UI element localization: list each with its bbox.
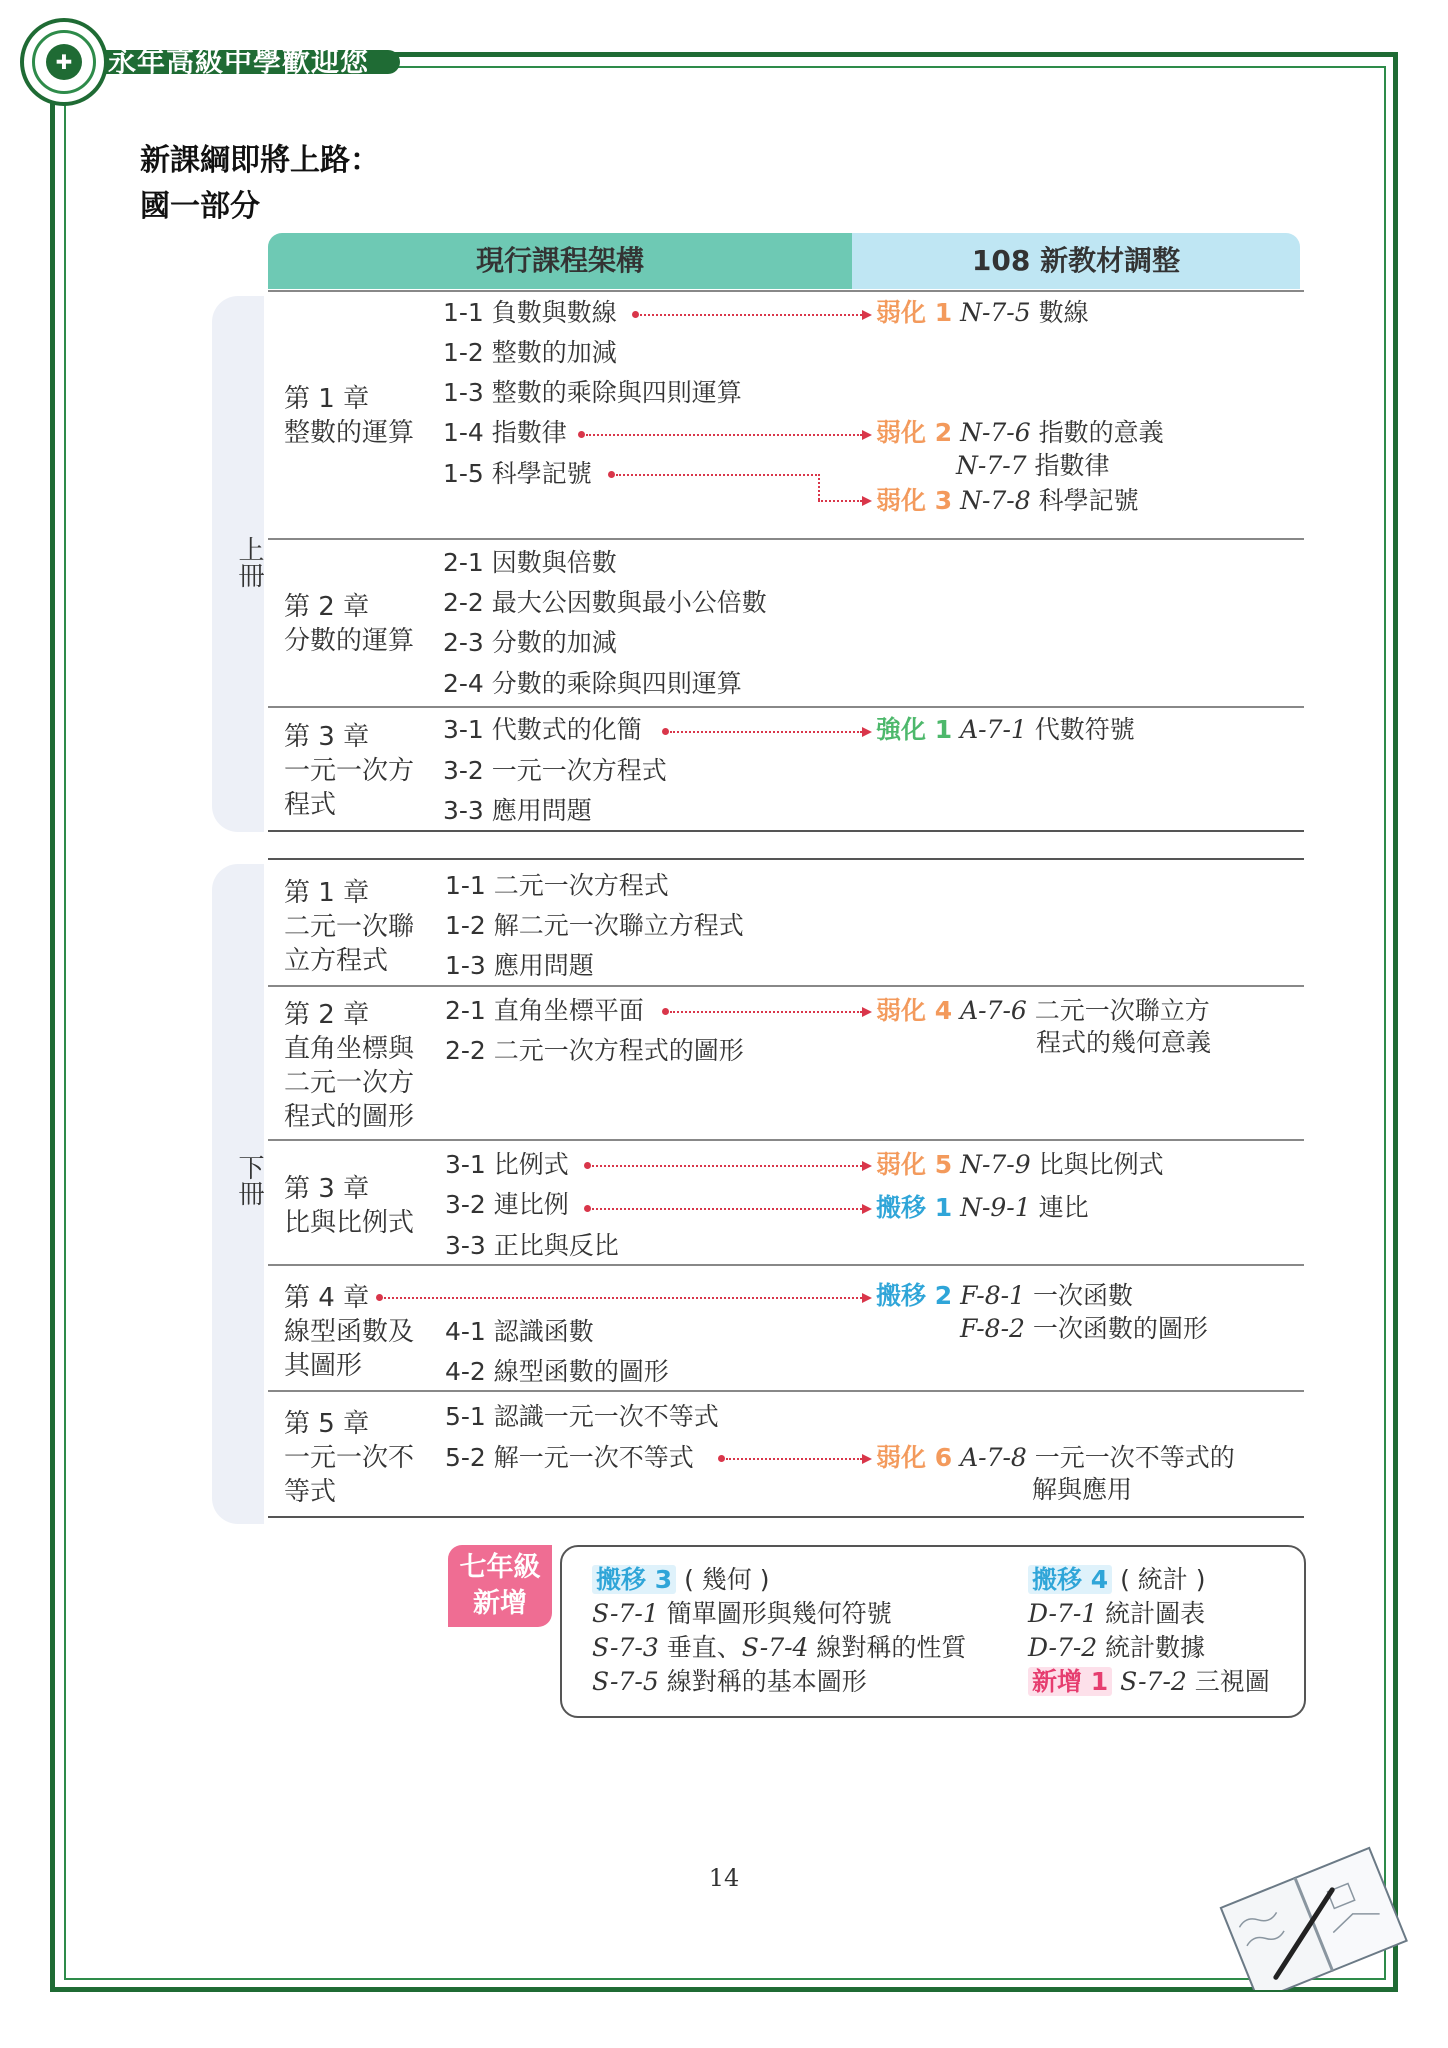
chapter-title: 分數的運算 <box>284 626 415 656</box>
adjustment-text: 連比 <box>1038 1193 1089 1222</box>
chapter-title: 其圖形 <box>284 1351 363 1381</box>
curriculum-code: N-7-9 <box>960 1150 1031 1179</box>
arrow-icon <box>862 310 872 320</box>
adjustment-text: 一次函數 <box>1032 1281 1133 1310</box>
adjustment-tag: 弱化 3 <box>876 486 953 515</box>
chapter-label <box>284 998 414 1134</box>
row-divider <box>268 1264 1304 1266</box>
connector-line <box>818 500 862 502</box>
chapter-title: 線型函數及 <box>284 1317 415 1347</box>
heading-line-1: 新課綱即將上路： <box>140 143 380 178</box>
adjustment-item <box>1032 1475 1132 1505</box>
section-item: 4-2 線型函數的圖形 <box>445 1357 669 1386</box>
box-item <box>592 1665 867 1699</box>
row-divider <box>268 985 1304 987</box>
header-title: 永年高級中學歡迎您 <box>108 45 370 78</box>
move-tag: 搬移 3 <box>592 1565 676 1594</box>
chapter-title: 等式 <box>284 1477 337 1507</box>
box-item-text: 垂直、 <box>666 1633 742 1662</box>
chapter-label <box>284 876 414 978</box>
section-item: 5-2 解一元一次不等式 <box>445 1443 694 1472</box>
box-header-statistics <box>1028 1563 1205 1597</box>
connector-line <box>592 1208 862 1210</box>
curriculum-code: F-8-2 <box>960 1314 1025 1343</box>
connector-dot <box>632 311 639 318</box>
adjustment-item <box>876 298 1089 328</box>
chapter-label <box>284 720 414 822</box>
chapter-number: 第 3 章 <box>284 1174 370 1204</box>
grade7-badge <box>448 1545 552 1627</box>
volume-band-lower <box>212 864 264 1524</box>
box-item-text: 線對稱的性質 <box>816 1633 967 1662</box>
connector-line <box>818 474 820 500</box>
adjustment-text: 指數律 <box>1034 451 1110 480</box>
box-item <box>1028 1665 1270 1699</box>
section-item: 2-3 分數的加減 <box>443 628 617 657</box>
row-divider <box>268 290 1304 292</box>
section-item: 2-1 因數與倍數 <box>443 548 617 577</box>
curriculum-code: D-7-2 <box>1028 1633 1098 1662</box>
adjustment-text: 代數符號 <box>1034 715 1135 744</box>
grade7-badge-line: 新增 <box>473 1588 527 1619</box>
curriculum-code: A-7-6 <box>960 996 1027 1025</box>
chapter-title: 比與比例式 <box>284 1208 415 1238</box>
box-item <box>1028 1597 1205 1631</box>
adjustment-text: 數線 <box>1038 298 1089 327</box>
connector-dot <box>662 728 669 735</box>
chapter-title: 程式 <box>284 790 337 820</box>
curriculum-code: D-7-1 <box>1028 1599 1098 1628</box>
curriculum-code: S-7-2 <box>1120 1667 1187 1696</box>
chapter-number: 第 1 章 <box>284 878 370 908</box>
chapter-title: 立方程式 <box>284 946 389 976</box>
curriculum-code: N-7-8 <box>960 486 1031 515</box>
arrow-icon <box>862 496 872 506</box>
chapter-label <box>284 382 414 450</box>
adjustment-text: 解與應用 <box>1032 1475 1133 1504</box>
move-tag: 搬移 4 <box>1028 1565 1112 1594</box>
box-item-text: 線對稱的基本圖形 <box>666 1667 867 1696</box>
chapter-number: 第 4 章 <box>284 1283 370 1313</box>
chapter-label <box>284 590 414 658</box>
page-heading <box>140 138 380 230</box>
connector-dot <box>662 1008 669 1015</box>
curriculum-code: S-7-4 <box>741 1633 809 1662</box>
column-header-new: 108 新教材調整 <box>852 233 1300 289</box>
volume-band-upper <box>212 296 264 832</box>
section-item: 2-4 分數的乘除與四則運算 <box>443 669 742 698</box>
box-item <box>1028 1631 1205 1665</box>
adjustment-text: 程式的幾何意義 <box>1036 1028 1212 1057</box>
adjustment-tag: 搬移 1 <box>876 1193 953 1222</box>
adjustment-item <box>1036 1028 1211 1058</box>
chapter-title: 整數的運算 <box>284 418 415 448</box>
curriculum-code: S-7-1 <box>592 1599 659 1628</box>
connector-dot <box>376 1294 383 1301</box>
chapter-number: 第 2 章 <box>284 1000 370 1030</box>
adjustment-item <box>876 1193 1089 1223</box>
adjustment-item <box>960 1314 1208 1344</box>
adjustment-item <box>876 1443 1235 1473</box>
row-divider <box>268 830 1304 832</box>
section-item: 1-4 指數律 <box>443 418 567 447</box>
adjustment-text: 一元一次不等式的 <box>1034 1443 1235 1472</box>
column-header-current: 現行課程架構 <box>268 233 852 289</box>
adjustment-tag: 強化 1 <box>876 715 953 744</box>
page-number: 14 <box>708 1864 740 1892</box>
curriculum-code: F-8-1 <box>960 1281 1025 1310</box>
box-item-text: 統計圖表 <box>1105 1599 1206 1628</box>
box-item <box>592 1631 966 1665</box>
section-item: 1-2 整數的加減 <box>443 338 617 367</box>
section-item: 2-1 直角坐標平面 <box>445 996 644 1025</box>
volume-label-upper: 上冊 <box>234 536 264 588</box>
connector-line <box>384 1297 862 1299</box>
connector-line <box>726 1458 862 1460</box>
arrow-icon <box>862 430 872 440</box>
chapter-title: 一元一次不 <box>284 1443 415 1473</box>
chapter-label <box>284 1407 414 1509</box>
section-item: 1-1 負數與數線 <box>443 298 617 327</box>
section-item: 1-3 整數的乘除與四則運算 <box>443 378 742 407</box>
new-tag: 新增 1 <box>1028 1667 1112 1696</box>
curriculum-code: A-7-8 <box>960 1443 1027 1472</box>
box-header-text: ( 統計 ) <box>1120 1565 1206 1594</box>
box-header-geometry <box>592 1563 769 1597</box>
row-divider <box>268 1390 1304 1392</box>
section-item: 1-3 應用問題 <box>445 951 594 980</box>
volume-label-lower: 下冊 <box>234 1154 264 1206</box>
adjustment-tag: 弱化 5 <box>876 1150 953 1179</box>
adjustment-item <box>876 996 1210 1026</box>
row-divider <box>268 1516 1304 1518</box>
chapter-title: 程式的圖形 <box>284 1102 415 1132</box>
notebook-illustration-icon <box>1210 1840 1410 1990</box>
adjustment-tag: 弱化 6 <box>876 1443 953 1472</box>
connector-line <box>592 1165 862 1167</box>
curriculum-code: S-7-3 <box>592 1633 659 1662</box>
chapter-title: 二元一次方 <box>284 1068 415 1098</box>
chapter-number: 第 5 章 <box>284 1409 370 1439</box>
connector-dot <box>584 1162 591 1169</box>
arrow-icon <box>862 1454 872 1464</box>
connector-line <box>670 1011 862 1013</box>
box-item-text: 簡單圖形與幾何符號 <box>666 1599 892 1628</box>
connector-line <box>640 314 862 316</box>
adjustment-tag: 搬移 2 <box>876 1281 953 1310</box>
curriculum-code: N-9-1 <box>960 1193 1031 1222</box>
chapter-number: 第 3 章 <box>284 722 370 752</box>
connector-dot <box>578 431 585 438</box>
chapter-label <box>284 1172 414 1240</box>
connector-dot <box>584 1205 591 1212</box>
section-item: 3-2 一元一次方程式 <box>443 756 667 785</box>
grade7-badge-line: 七年級 <box>459 1552 541 1583</box>
adjustment-item <box>876 1150 1164 1180</box>
connector-line <box>670 731 862 733</box>
chapter-number: 第 1 章 <box>284 384 370 414</box>
adjustment-text: 科學記號 <box>1038 486 1139 515</box>
row-divider <box>268 538 1304 540</box>
section-item: 3-2 連比例 <box>445 1190 569 1219</box>
school-logo-icon: ✚ <box>20 18 108 106</box>
adjustment-item <box>876 715 1135 745</box>
box-item-text: 三視圖 <box>1194 1667 1270 1696</box>
section-item: 2-2 最大公因數與最小公倍數 <box>443 588 767 617</box>
arrow-icon <box>862 1204 872 1214</box>
arrow-icon <box>862 1161 872 1171</box>
connector-dot <box>608 471 615 478</box>
connector-line <box>616 474 820 476</box>
arrow-icon <box>862 1293 872 1303</box>
adjustment-tag: 弱化 2 <box>876 418 953 447</box>
section-item: 3-1 比例式 <box>445 1150 569 1179</box>
chapter-title: 直角坐標與 <box>284 1034 415 1064</box>
row-divider <box>268 1139 1304 1141</box>
curriculum-code: S-7-5 <box>592 1667 659 1696</box>
section-item: 4-1 認識函數 <box>445 1317 594 1346</box>
connector-line <box>586 434 862 436</box>
adjustment-item <box>876 486 1139 516</box>
curriculum-code: A-7-1 <box>960 715 1027 744</box>
chapter-number: 第 2 章 <box>284 592 370 622</box>
adjustment-tag: 弱化 1 <box>876 298 953 327</box>
section-item: 1-2 解二元一次聯立方程式 <box>445 911 744 940</box>
chapter-title: 一元一次方 <box>284 756 415 786</box>
chapter-title: 二元一次聯 <box>284 912 415 942</box>
section-item: 3-3 正比與反比 <box>445 1231 619 1260</box>
row-divider <box>268 858 1304 860</box>
adjustment-text: 指數的意義 <box>1038 418 1164 447</box>
box-item-text: 統計數據 <box>1105 1633 1206 1662</box>
adjustment-item <box>876 1281 1133 1311</box>
heading-line-2: 國一部分 <box>140 189 260 224</box>
box-item <box>592 1597 892 1631</box>
section-item: 5-1 認識一元一次不等式 <box>445 1402 719 1431</box>
adjustment-text: 一次函數的圖形 <box>1032 1314 1208 1343</box>
section-item: 1-5 科學記號 <box>443 459 592 488</box>
curriculum-code: N-7-5 <box>960 298 1031 327</box>
arrow-icon <box>862 727 872 737</box>
adjustment-text: 二元一次聯立方 <box>1034 996 1210 1025</box>
section-item: 1-1 二元一次方程式 <box>445 871 669 900</box>
section-item: 3-3 應用問題 <box>443 796 592 825</box>
adjustment-tag: 弱化 4 <box>876 996 953 1025</box>
adjustment-item <box>956 451 1110 481</box>
box-header-text: ( 幾何 ) <box>684 1565 770 1594</box>
connector-dot <box>718 1455 725 1462</box>
section-item: 3-1 代數式的化簡 <box>443 715 642 744</box>
row-divider <box>268 706 1304 708</box>
arrow-icon <box>862 1007 872 1017</box>
adjustment-item <box>876 418 1164 448</box>
curriculum-code: N-7-6 <box>960 418 1031 447</box>
curriculum-code: N-7-7 <box>956 451 1027 480</box>
section-item: 2-2 二元一次方程式的圖形 <box>445 1036 744 1065</box>
adjustment-text: 比與比例式 <box>1038 1150 1164 1179</box>
